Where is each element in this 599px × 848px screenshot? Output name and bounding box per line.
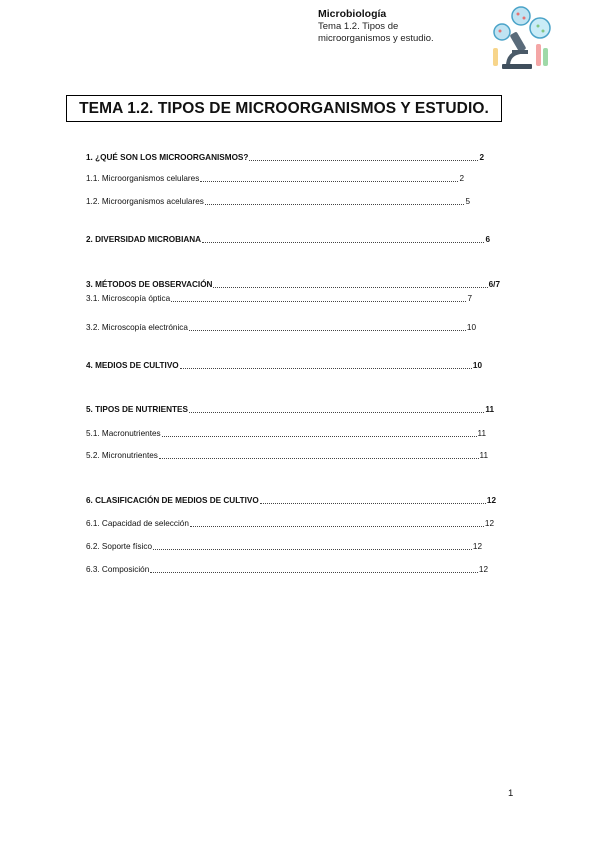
- toc-entry-page: 5: [465, 197, 470, 206]
- toc-entry-label: 1.1. Microorganismos celulares: [86, 174, 200, 183]
- toc-entry-label: 3.2. Microscopía electrónica: [86, 323, 188, 332]
- toc-entry-label: 6. CLASIFICACIÓN DE MEDIOS DE CULTIVO: [86, 496, 259, 505]
- page-header: [318, 8, 488, 45]
- toc-entry-label: 1.2. Microorganismos acelulares: [86, 197, 204, 206]
- toc-leader-dots: [249, 152, 478, 161]
- microscope-logo-icon: [488, 4, 558, 74]
- toc-leader-dots: [189, 404, 484, 413]
- toc-entry[interactable]: [86, 279, 500, 291]
- toc-entry[interactable]: [86, 196, 470, 208]
- toc-entry[interactable]: [86, 322, 476, 334]
- toc-leader-dots: [189, 322, 466, 331]
- toc-entry-page: 7: [467, 294, 472, 303]
- toc-entry-page: 11: [479, 451, 488, 460]
- toc-entry-label: 3. MÉTODOS DE OBSERVACIÓN: [86, 280, 213, 289]
- toc-leader-dots: [190, 518, 484, 527]
- toc-leader-dots: [171, 293, 466, 302]
- toc-entry-page: 6/7: [488, 280, 500, 289]
- toc-entry-page: 11: [477, 429, 486, 438]
- toc-entry-page: 6: [485, 235, 490, 244]
- toc-entry[interactable]: [86, 404, 494, 416]
- toc-entry-page: 10: [466, 323, 476, 332]
- toc-entry[interactable]: [86, 450, 488, 462]
- toc-entry-label: 5.2. Micronutrientes: [86, 451, 158, 460]
- header-topic: Tema 1.2. Tipos de microorganismos y estudio.: [318, 21, 434, 44]
- toc-leader-dots: [180, 360, 472, 369]
- toc-entry-page: 2: [479, 153, 484, 162]
- toc-entry[interactable]: [86, 293, 472, 305]
- toc-entry[interactable]: [86, 360, 482, 372]
- toc-entry-page: 12: [478, 565, 488, 574]
- toc-entry-label: 6.3. Composición: [86, 565, 150, 574]
- toc-entry-page: 2: [459, 174, 464, 183]
- toc-entry-page: 12: [472, 542, 482, 551]
- toc-entry-page: 12: [484, 519, 494, 528]
- toc-entry-label: 5.1. Macronutrientes: [86, 429, 161, 438]
- toc-entry[interactable]: [86, 152, 484, 164]
- header-subject: Microbiología: [318, 8, 387, 20]
- toc-entry-page: 12: [486, 496, 496, 505]
- toc-entry[interactable]: [86, 234, 490, 246]
- toc-entry[interactable]: [86, 495, 496, 507]
- toc-entry-label: 2. DIVERSIDAD MICROBIANA: [86, 235, 202, 244]
- toc-leader-dots: [150, 564, 478, 573]
- toc-entry-label: 6.2. Soporte físico: [86, 542, 152, 551]
- toc-entry-page: 10: [472, 361, 482, 370]
- toc-entry[interactable]: [86, 564, 488, 576]
- toc-entry[interactable]: [86, 173, 464, 185]
- toc-entry-label: 6.1. Capacidad de selección: [86, 519, 189, 528]
- toc-leader-dots: [159, 450, 479, 459]
- toc-leader-dots: [162, 428, 477, 437]
- toc-leader-dots: [200, 173, 458, 182]
- page-title: TEMA 1.2. TIPOS DE MICROORGANISMOS Y ESTUDIO.: [66, 95, 502, 122]
- toc-entry-page: 11: [485, 405, 494, 414]
- toc-leader-dots: [260, 495, 486, 504]
- toc-entry[interactable]: [86, 518, 494, 530]
- toc-leader-dots: [202, 234, 484, 243]
- toc-entry[interactable]: [86, 428, 486, 440]
- toc-entry-label: 3.1. Microscopía óptica: [86, 294, 171, 303]
- toc-leader-dots: [153, 541, 472, 550]
- toc-entry-label: 4. MEDIOS DE CULTIVO: [86, 361, 179, 370]
- page-number: 1: [508, 788, 514, 799]
- toc-entry[interactable]: [86, 541, 482, 553]
- toc-leader-dots: [213, 279, 487, 288]
- toc-entry-label: 1. ¿QUÉ SON LOS MICROORGANISMOS?: [86, 153, 249, 162]
- toc-entry-label: 5. TIPOS DE NUTRIENTES: [86, 405, 188, 414]
- toc-leader-dots: [205, 196, 465, 205]
